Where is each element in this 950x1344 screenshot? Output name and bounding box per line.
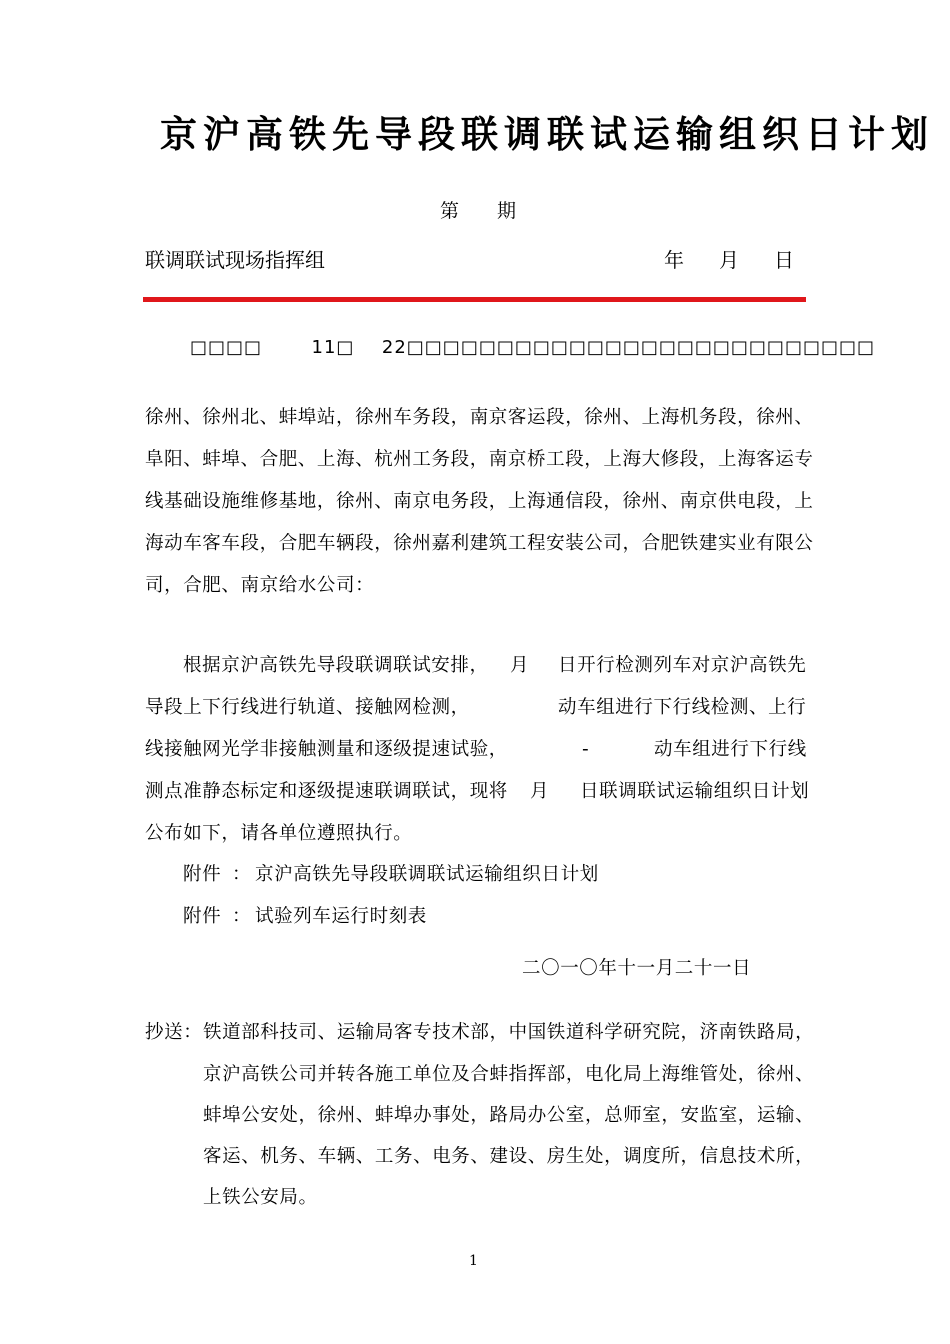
attachment-title: 试验列车运行时刻表 [255, 906, 427, 927]
recipients-line: 阜阳、蚌埠、合肥、上海、杭州工务段，南京桥工段，上海大修段，上海客运专 [145, 449, 814, 470]
cc-label: 抄送： [145, 1022, 203, 1043]
body-line-1c: 日开行检测列车对京沪高铁先 [558, 655, 807, 676]
body-line-3b: - [582, 739, 590, 760]
body-line-1b: 月 [510, 655, 530, 676]
body-line-1a: 根据京沪高铁先导段联调联试安排， [183, 655, 489, 676]
body-line-5: 公布如下，请各单位遵照执行。 [145, 823, 413, 844]
date-year: 年 [664, 248, 684, 272]
attachment-title: 京沪高铁先导段联调联试运输组织日计划 [255, 864, 599, 885]
page-number: 1 [469, 1253, 478, 1269]
attachment-label: 附件 [183, 906, 222, 927]
subject-month: 11□ [311, 337, 355, 358]
header-red-rule [143, 297, 806, 302]
body-line-4a: 测点准静态标定和逐级提速联调联试，现将 [145, 781, 508, 802]
recipients-line: 司，合肥、南京给水公司： [145, 575, 375, 596]
date-month: 月 [719, 248, 739, 272]
date-day: 日 [774, 248, 794, 272]
attachment-label: 附件 [183, 864, 222, 885]
issue-number [440, 198, 516, 224]
body-line-3a: 线接触网光学非接触测量和逐级提速试验， [145, 739, 508, 760]
body-line-2b: 动车组进行下行线检测、上行 [558, 697, 807, 718]
body-line-4b: 月 [530, 781, 550, 802]
sign-date: 二〇一〇年十一月二十一日 [522, 958, 752, 979]
issue-prefix: 第 [440, 200, 460, 222]
attachment-separator: ： [232, 906, 252, 927]
recipients-line: 徐州、徐州北、蚌埠站，徐州车务段，南京客运段，徐州、上海机务段，徐州、 [145, 407, 814, 428]
document-title: 京沪高铁先导段联调联试运输组织日计划 [160, 112, 934, 156]
issuer: 联调联试现场指挥组 [145, 248, 325, 272]
subject-lead: □□□□ [190, 337, 263, 358]
attachment-separator: ： [232, 864, 252, 885]
cc-line: 京沪高铁公司并转各施工单位及合蚌指挥部，电化局上海维管处，徐州、 [203, 1064, 815, 1085]
body-line-4c: 日联调联试运输组织日计划 [580, 781, 810, 802]
cc-line: 铁道部科技司、运输局客专技术部，中国铁道科学研究院，济南铁路局， [203, 1022, 815, 1043]
body-line-2a: 导段上下行线进行轨道、接触网检测， [145, 697, 470, 718]
subject-day: 22□□□□□□□□□□□□□□□□□□□□□□□□□□ [381, 337, 875, 358]
recipients-line: 线基础设施维修基地，徐州、南京电务段，上海通信段，徐州、南京供电段，上 [145, 491, 814, 512]
issue-suffix: 期 [497, 200, 517, 222]
recipients-line: 海动车客车段，合肥车辆段，徐州嘉利建筑工程安装公司，合肥铁建实业有限公 [145, 533, 814, 554]
subject-line [190, 336, 875, 360]
cc-line: 上铁公安局。 [203, 1187, 318, 1208]
body-line-3c: 动车组进行下行线 [654, 739, 807, 760]
cc-line: 蚌埠公安处，徐州、蚌埠办事处，路局办公室，总师室，安监室，运输、 [203, 1105, 815, 1126]
issue-date [664, 247, 794, 273]
cc-line: 客运、机务、车辆、工务、电务、建设、房生处，调度所，信息技术所， [203, 1146, 815, 1167]
